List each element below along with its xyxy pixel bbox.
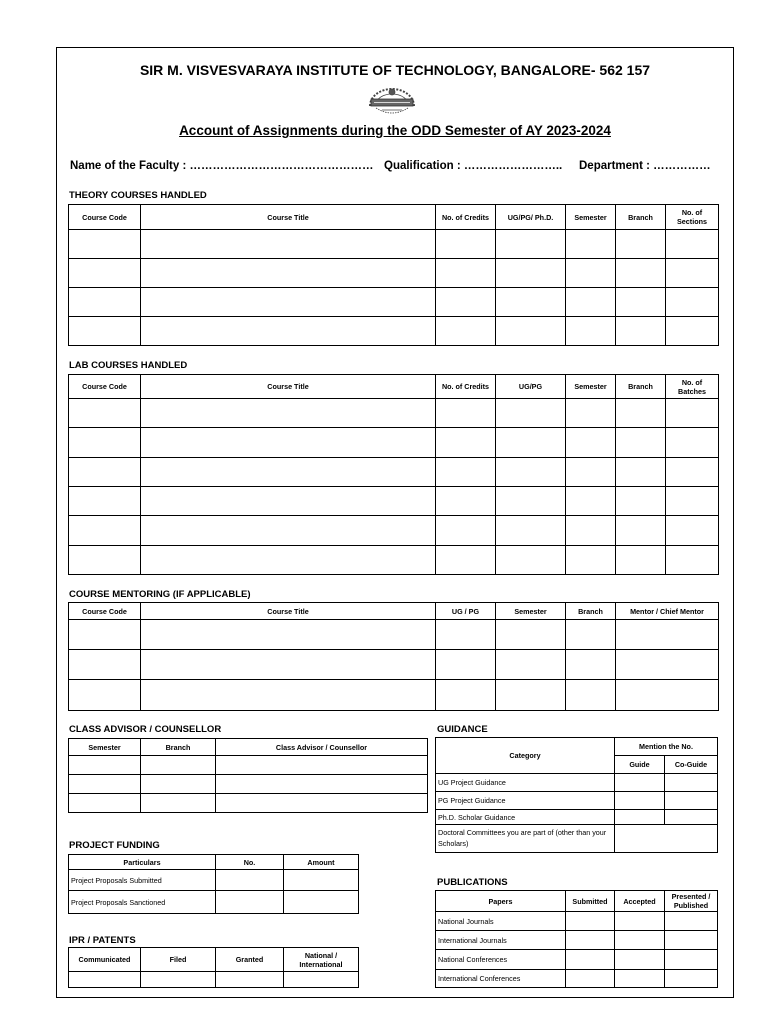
cell[interactable] (69, 756, 141, 775)
cell[interactable] (141, 775, 216, 794)
cell[interactable] (436, 259, 496, 288)
cell[interactable] (615, 792, 665, 810)
row-label: UG Project Guidance (436, 774, 615, 792)
cell[interactable] (141, 317, 436, 346)
cell[interactable] (436, 487, 496, 516)
table-row (436, 792, 718, 810)
table-row (436, 774, 718, 792)
col-course-title: Course Title (141, 205, 436, 230)
cell[interactable] (69, 680, 141, 711)
cell[interactable] (69, 428, 141, 458)
guidance-table (435, 737, 718, 853)
row-label: Doctoral Committees you are part of (other than your Scholars) (436, 825, 615, 853)
table-row (69, 399, 719, 428)
col-number: No. (216, 855, 284, 870)
cell[interactable] (496, 650, 566, 680)
institute-logo (362, 82, 422, 120)
cell[interactable] (666, 458, 719, 487)
cell[interactable] (141, 487, 436, 516)
table-row (69, 756, 428, 775)
cell[interactable] (496, 230, 566, 259)
col-batches: No. of Batches (666, 375, 719, 399)
cell[interactable] (284, 891, 359, 914)
cell[interactable] (616, 546, 666, 575)
cell[interactable] (141, 230, 436, 259)
col-guide: Guide (615, 756, 665, 774)
col-course-title: Course Title (141, 603, 436, 620)
cell[interactable] (69, 650, 141, 680)
col-scope: National / International (284, 948, 359, 972)
qualification-field: Qualification : …………………….. (384, 160, 563, 172)
form-title (56, 123, 734, 138)
cell[interactable] (436, 546, 496, 575)
col-course-title: Course Title (141, 375, 436, 399)
mentoring-section-title: COURSE MENTORING (IF APPLICABLE) (69, 589, 251, 600)
cell[interactable] (616, 230, 666, 259)
faculty-name-field: Name of the Faculty : ………………………………………… (70, 160, 374, 172)
cell[interactable] (666, 428, 719, 458)
cell[interactable] (566, 458, 616, 487)
cell[interactable] (436, 399, 496, 428)
col-credits: No. of Credits (436, 375, 496, 399)
cell[interactable] (216, 972, 284, 988)
table-row (69, 891, 359, 914)
cell[interactable] (566, 288, 616, 317)
cell[interactable] (615, 774, 665, 792)
cell[interactable] (666, 516, 719, 546)
cell[interactable] (69, 546, 141, 575)
cell[interactable] (616, 317, 666, 346)
cell[interactable] (69, 399, 141, 428)
table-row (69, 259, 719, 288)
department-field: Department : …………… (579, 160, 711, 172)
col-semester: Semester (566, 205, 616, 230)
cell[interactable] (665, 931, 718, 950)
cell[interactable] (616, 458, 666, 487)
theory-section-title: THEORY COURSES HANDLED (69, 190, 207, 201)
cell[interactable] (436, 516, 496, 546)
col-mention: Mention the No. (615, 738, 718, 756)
cell[interactable] (141, 288, 436, 317)
col-course-code: Course Code (69, 603, 141, 620)
table-row (69, 317, 719, 346)
cell[interactable] (616, 680, 719, 711)
cell[interactable] (141, 399, 436, 428)
cell[interactable] (216, 794, 428, 813)
cell[interactable] (665, 774, 718, 792)
lab-table (68, 374, 719, 575)
cell[interactable] (141, 972, 216, 988)
table-row (69, 870, 359, 891)
cell[interactable] (69, 230, 141, 259)
col-level: UG/PG/ Ph.D. (496, 205, 566, 230)
cell[interactable] (615, 970, 665, 988)
row-label: International Journals (436, 931, 566, 950)
cell[interactable] (436, 680, 496, 711)
col-advisor: Class Advisor / Counsellor (216, 739, 428, 756)
col-filed: Filed (141, 948, 216, 972)
cell[interactable] (615, 810, 665, 825)
cell[interactable] (665, 792, 718, 810)
mentoring-table (68, 602, 719, 711)
table-row (69, 972, 359, 988)
row-label: National Conferences (436, 950, 566, 970)
cell[interactable] (141, 259, 436, 288)
publications-section-title: PUBLICATIONS (437, 877, 508, 888)
cell[interactable] (436, 230, 496, 259)
cell[interactable] (665, 912, 718, 931)
cell[interactable] (216, 870, 284, 891)
col-submitted: Submitted (566, 891, 615, 912)
cell[interactable] (566, 428, 616, 458)
col-mentor: Mentor / Chief Mentor (616, 603, 719, 620)
cell[interactable] (566, 487, 616, 516)
cell[interactable] (69, 972, 141, 988)
cell[interactable] (141, 680, 436, 711)
cell[interactable] (69, 487, 141, 516)
table-row (69, 487, 719, 516)
cell[interactable] (615, 912, 665, 931)
cell[interactable] (566, 399, 616, 428)
col-communicated: Communicated (69, 948, 141, 972)
col-presented: Presented / Published (665, 891, 718, 912)
advisor-section-title: CLASS ADVISOR / COUNSELLOR (69, 724, 222, 735)
cell[interactable] (615, 931, 665, 950)
cell[interactable] (616, 650, 719, 680)
table-row (69, 650, 719, 680)
cell[interactable] (665, 810, 718, 825)
cell[interactable] (666, 487, 719, 516)
guidance-section-title: GUIDANCE (437, 724, 488, 735)
table-row (69, 458, 719, 487)
table-row (436, 912, 718, 931)
cell[interactable] (436, 288, 496, 317)
cell[interactable] (141, 794, 216, 813)
cell[interactable] (496, 620, 566, 650)
cell[interactable] (666, 259, 719, 288)
ipr-section-title: IPR / PATENTS (69, 935, 136, 946)
cell[interactable] (141, 546, 436, 575)
theory-table (68, 204, 719, 346)
cell[interactable] (436, 650, 496, 680)
cell[interactable] (216, 756, 428, 775)
cell[interactable] (141, 620, 436, 650)
cell[interactable] (566, 230, 616, 259)
table-row (436, 931, 718, 950)
cell[interactable] (496, 680, 566, 711)
row-label: Project Proposals Sanctioned (69, 891, 216, 914)
cell[interactable] (566, 259, 616, 288)
ipr-table (68, 947, 359, 988)
institute-name: SIR M. VISVESVARAYA INSTITUTE OF TECHNOLOGY, BANGALORE- 562 157 (139, 62, 651, 78)
cell[interactable] (566, 931, 615, 950)
cell[interactable] (69, 288, 141, 317)
col-accepted: Accepted (615, 891, 665, 912)
cell[interactable] (666, 230, 719, 259)
cell[interactable] (216, 775, 428, 794)
cell[interactable] (436, 458, 496, 487)
col-level: UG/PG (496, 375, 566, 399)
cell[interactable] (69, 620, 141, 650)
table-row (436, 825, 718, 853)
table-row (69, 775, 428, 794)
form-title-text: Account of Assignments during the ODD Semester of AY 2023-2024 (179, 123, 611, 138)
col-sections: No. of Sections (666, 205, 719, 230)
cell[interactable] (69, 458, 141, 487)
cell[interactable] (666, 399, 719, 428)
cell[interactable] (566, 950, 615, 970)
cell[interactable] (666, 546, 719, 575)
funding-table (68, 854, 359, 914)
col-category: Category (436, 738, 615, 774)
cell[interactable] (496, 288, 566, 317)
cell[interactable] (616, 399, 666, 428)
row-label: National Journals (436, 912, 566, 931)
cell[interactable] (496, 317, 566, 346)
col-particulars: Particulars (69, 855, 216, 870)
cell[interactable] (666, 288, 719, 317)
table-row (436, 970, 718, 988)
cell[interactable] (284, 870, 359, 891)
table-row (69, 516, 719, 546)
cell[interactable] (496, 428, 566, 458)
funding-section-title: PROJECT FUNDING (69, 840, 160, 851)
cell[interactable] (566, 620, 616, 650)
cell[interactable] (69, 794, 141, 813)
publications-table (435, 890, 718, 988)
col-course-code: Course Code (69, 375, 141, 399)
col-credits: No. of Credits (436, 205, 496, 230)
col-branch: Branch (616, 205, 666, 230)
table-row (69, 428, 719, 458)
table-row (69, 230, 719, 259)
col-level: UG / PG (436, 603, 496, 620)
cell[interactable] (566, 970, 615, 988)
cell[interactable] (615, 825, 718, 853)
cell[interactable] (496, 546, 566, 575)
col-semester: Semester (69, 739, 141, 756)
cell[interactable] (566, 650, 616, 680)
row-label: Ph.D. Scholar Guidance (436, 810, 615, 825)
cell[interactable] (566, 546, 616, 575)
cell[interactable] (616, 516, 666, 546)
table-row (69, 794, 428, 813)
cell[interactable] (616, 259, 666, 288)
cell[interactable] (141, 516, 436, 546)
col-amount: Amount (284, 855, 359, 870)
col-course-code: Course Code (69, 205, 141, 230)
table-row (436, 810, 718, 825)
cell[interactable] (616, 288, 666, 317)
cell[interactable] (616, 428, 666, 458)
row-label: International Conferences (436, 970, 566, 988)
cell[interactable] (666, 317, 719, 346)
row-label: PG Project Guidance (436, 792, 615, 810)
advisor-table (68, 738, 428, 813)
col-papers: Papers (436, 891, 566, 912)
cell[interactable] (496, 487, 566, 516)
lab-section-title: LAB COURSES HANDLED (69, 360, 188, 371)
cell[interactable] (566, 680, 616, 711)
cell[interactable] (216, 891, 284, 914)
cell[interactable] (141, 428, 436, 458)
cell[interactable] (69, 317, 141, 346)
col-semester: Semester (496, 603, 566, 620)
cell[interactable] (496, 458, 566, 487)
cell[interactable] (566, 516, 616, 546)
cell[interactable] (615, 950, 665, 970)
table-row (436, 950, 718, 970)
cell[interactable] (616, 487, 666, 516)
col-branch: Branch (141, 739, 216, 756)
cell[interactable] (436, 317, 496, 346)
table-row (69, 680, 719, 711)
cell[interactable] (566, 912, 615, 931)
cell[interactable] (284, 972, 359, 988)
col-coguide: Co-Guide (665, 756, 718, 774)
cell[interactable] (69, 775, 141, 794)
cell[interactable] (141, 650, 436, 680)
cell[interactable] (566, 317, 616, 346)
cell[interactable] (436, 428, 496, 458)
cell[interactable] (665, 970, 718, 988)
col-semester: Semester (566, 375, 616, 399)
table-row (69, 288, 719, 317)
cell[interactable] (616, 620, 719, 650)
cell[interactable] (141, 458, 436, 487)
cell[interactable] (665, 950, 718, 970)
cell[interactable] (69, 259, 141, 288)
cell[interactable] (496, 399, 566, 428)
col-granted: Granted (216, 948, 284, 972)
cell[interactable] (436, 620, 496, 650)
cell[interactable] (496, 259, 566, 288)
cell[interactable] (141, 756, 216, 775)
table-row (69, 620, 719, 650)
col-branch: Branch (566, 603, 616, 620)
cell[interactable] (69, 516, 141, 546)
table-row (69, 546, 719, 575)
col-branch: Branch (616, 375, 666, 399)
row-label: Project Proposals Submitted (69, 870, 216, 891)
cell[interactable] (496, 516, 566, 546)
